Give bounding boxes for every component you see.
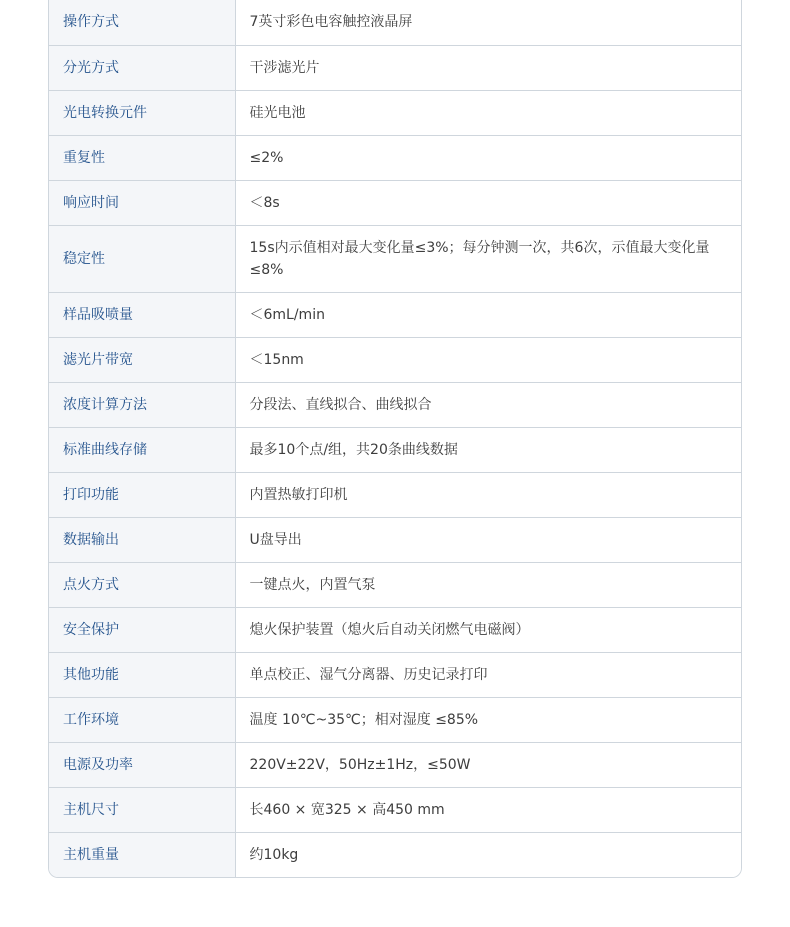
spec-label: 安全保护 (49, 607, 235, 652)
spec-value: 一键点火，内置气泵 (235, 562, 741, 607)
spec-label: 其他功能 (49, 652, 235, 697)
spec-label: 操作方式 (49, 0, 235, 45)
table-row (49, 832, 741, 877)
table-row (49, 45, 741, 90)
spec-label: 主机尺寸 (49, 787, 235, 832)
spec-value: 7英寸彩色电容触控液晶屏 (235, 0, 741, 45)
spec-value: 15s内示值相对最大变化量≤3%；每分钟测一次，共6次，示值最大变化量≤8% (235, 225, 741, 292)
spec-label: 光电转换元件 (49, 90, 235, 135)
table-row (49, 427, 741, 472)
spec-value: 单点校正、湿气分离器、历史记录打印 (235, 652, 741, 697)
spec-label: 稳定性 (49, 225, 235, 292)
spec-label: 滤光片带宽 (49, 337, 235, 382)
spec-label: 分光方式 (49, 45, 235, 90)
spec-label: 打印功能 (49, 472, 235, 517)
spec-value: 最多10个点/组，共20条曲线数据 (235, 427, 741, 472)
spec-value: 220V±22V，50Hz±1Hz，≤50W (235, 742, 741, 787)
spec-label: 数据输出 (49, 517, 235, 562)
table-row (49, 180, 741, 225)
spec-label: 重复性 (49, 135, 235, 180)
spec-label: 工作环境 (49, 697, 235, 742)
table-row (49, 742, 741, 787)
spec-value: 长460 × 宽325 × 高450 mm (235, 787, 741, 832)
table-row (49, 0, 741, 45)
spec-label: 点火方式 (49, 562, 235, 607)
spec-label: 样品吸喷量 (49, 292, 235, 337)
spec-value: ＜8s (235, 180, 741, 225)
spec-value: 分段法、直线拟合、曲线拟合 (235, 382, 741, 427)
table-row (49, 382, 741, 427)
spec-label: 浓度计算方法 (49, 382, 235, 427)
table-row (49, 517, 741, 562)
table-row (49, 652, 741, 697)
spec-value: 温度 10℃~35℃；相对湿度 ≤85% (235, 697, 741, 742)
table-row (49, 472, 741, 517)
spec-label: 主机重量 (49, 832, 235, 877)
spec-table (49, 0, 741, 877)
spec-value: 约10kg (235, 832, 741, 877)
spec-value: U盘导出 (235, 517, 741, 562)
table-row (49, 562, 741, 607)
table-row (49, 607, 741, 652)
table-row (49, 292, 741, 337)
spec-label: 电源及功率 (49, 742, 235, 787)
spec-value: ＜6mL/min (235, 292, 741, 337)
table-row (49, 787, 741, 832)
spec-value: 干涉滤光片 (235, 45, 741, 90)
spec-value: ＜15nm (235, 337, 741, 382)
spec-value: 熄火保护装置（熄火后自动关闭燃气电磁阀） (235, 607, 741, 652)
table-row (49, 90, 741, 135)
spec-value: ≤2% (235, 135, 741, 180)
table-row (49, 337, 741, 382)
table-row (49, 225, 741, 292)
spec-label: 标准曲线存储 (49, 427, 235, 472)
spec-value: 内置热敏打印机 (235, 472, 741, 517)
spec-value: 硅光电池 (235, 90, 741, 135)
spec-table-container (48, 0, 742, 878)
spec-label: 响应时间 (49, 180, 235, 225)
table-row (49, 135, 741, 180)
table-row (49, 697, 741, 742)
